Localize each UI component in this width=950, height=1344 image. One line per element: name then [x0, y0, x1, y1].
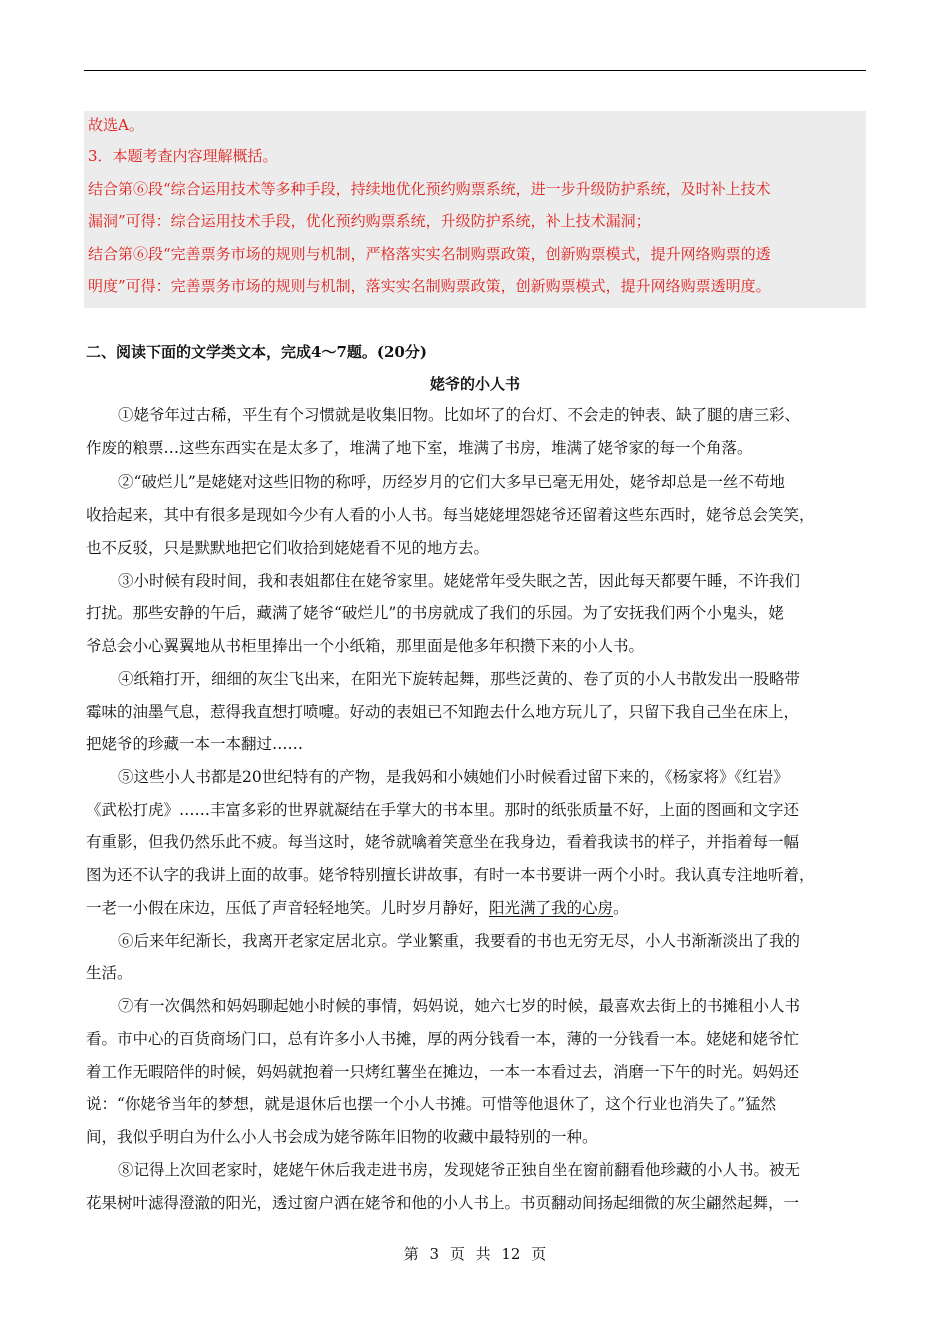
text-line: ⑤这些小人书都是20世纪特有的产物，是我妈和小姨她们小时候看过留下来的，《杨家将》《红岩》: [118, 768, 789, 786]
text-line: 爷总会小心翼翼地从书柜里捧出一个小纸箱，那里面是他多年积攒下来的小人书。: [86, 637, 645, 655]
text-line: 收拾起来，其中有很多是现如今少有人看的小人书。每当姥姥埋怨姥爷还留着这些东西时，姥爷总会笑笑，: [86, 506, 815, 524]
text-line: ①姥爷年过古稀，平生有个习惯就是收集旧物。比如坏了的台灯、不会走的钟表、缺了腿的唐三彩、: [118, 406, 801, 424]
text-line: ②“破烂儿”是姥姥对这些旧物的称呼，历经岁月的它们大多早已毫无用处，姥爷却总是一丝不苟地: [118, 473, 785, 491]
underlined-phrase: 阳光满了我的心房: [489, 899, 614, 917]
story-title: 姥爷的小人书: [429, 375, 520, 393]
text-line: 《武松打虎》……丰富多彩的世界就凝结在手掌大的书本里。那时的纸张质量不好，上面的图画和文字还: [86, 801, 800, 819]
text-line: 把姥爷的珍藏一本一本翻过……: [86, 735, 304, 753]
section-heading: 二、阅读下面的文学类文本，完成4～7题。(20分): [86, 343, 427, 361]
answer-line: 故选A。: [88, 116, 144, 134]
text-segment: 。: [613, 899, 629, 917]
text-line: 霉味的油墨气息，惹得我直想打喷嚏。好动的表姐已不知跑去什么地方玩儿了，只留下我自己坐在床上，: [86, 703, 800, 721]
text-line: 作废的粮票…这些东西实在是太多了，堆满了地下室，堆满了书房，堆满了姥爷家的每一个角落。: [86, 439, 753, 457]
text-line: [86, 901, 629, 917]
text-line: ⑧记得上次回老家时，姥姥午休后我走进书房，发现姥爷正独自坐在窗前翻看他珍藏的小人书。被无: [118, 1161, 801, 1179]
text-line: ⑥后来年纪渐长，我离开老家定居北京。学业繁重，我要看的书也无穷无尽，小人书渐渐淡出了我的: [118, 932, 801, 950]
text-segment: 一老一小假在床边，压低了声音轻轻地笑。儿时岁月静好，: [86, 899, 490, 917]
text-line: 图为还不认字的我讲上面的故事。姥爷特别擅长讲故事，有时一本书要讲一两个小时。我认真专注地听着，: [86, 866, 815, 884]
text-line: 间，我似乎明白为什么小人书会成为姥爷陈年旧物的收藏中最特别的一种。: [86, 1128, 598, 1146]
text-line: 花果树叶滤得澄澈的阳光，透过窗户洒在姥爷和他的小人书上。书页翻动间扬起细微的灰尘翩然起舞，一: [86, 1194, 800, 1212]
answer-line: 漏洞”可得：综合运用技术手段，优化预约购票系统，升级防护系统，补上技术漏洞；: [88, 212, 651, 230]
text-line: 看。市中心的百货商场门口，总有许多小人书摊，厚的两分钱看一本，薄的一分钱看一本。姥姥和姥爷忙: [86, 1030, 800, 1048]
answer-line: 结合第⑥段“综合运用技术等多种手段，持续地优化预约购票系统，进一步升级防护系统，及时补上技术: [88, 180, 771, 198]
text-line: 生活。: [86, 964, 133, 982]
text-line: 着工作无暇陪伴的时候，妈妈就抱着一只烤红薯坐在摊边，一本一本看过去，消磨一下午的时光。妈妈还: [86, 1063, 800, 1081]
text-line: ③小时候有段时间，我和表姐都住在姥爷家里。姥姥常年受失眠之苦，因此每天都要午睡，不许我们: [118, 572, 801, 590]
answer-line: 明度”可得：完善票务市场的规则与机制，落实实名制购票政策，创新购票模式，提升网络购票透明度。: [88, 277, 771, 295]
text-line: 有重影，但我仍然乐此不疲。每当这时，姥爷就噙着笑意坐在我身边，看着我读书的样子，并指着每一幅: [86, 833, 800, 851]
answer-explanation-box: [84, 111, 866, 308]
text-line: ⑦有一次偶然和妈妈聊起她小时候的事情，妈妈说，她六七岁的时候，最喜欢去街上的书摊租小人书: [118, 997, 801, 1015]
text-line: ④纸箱打开，细细的灰尘飞出来，在阳光下旋转起舞，那些泛黄的、卷了页的小人书散发出一股略带: [118, 670, 801, 688]
answer-line: 3．本题考查内容理解概括。: [88, 147, 278, 165]
page-number: 第 3 页 共 12 页: [403, 1245, 547, 1263]
text-line: 打扰。那些安静的午后，藏满了姥爷“破烂儿”的书房就成了我们的乐园。为了安抚我们两个小鬼头，姥: [86, 604, 784, 622]
header-rule: [84, 70, 866, 71]
text-line: 也不反驳，只是默默地把它们收拾到姥姥看不见的地方去。: [86, 539, 490, 557]
text-line: 说：“你姥爷当年的梦想，就是退休后也摆一个小人书摊。可惜等他退休了，这个行业也消失了。”猛然: [86, 1095, 777, 1113]
answer-line: 结合第⑥段“完善票务市场的规则与机制，严格落实实名制购票政策，创新购票模式，提升网络购票的透: [88, 245, 771, 263]
